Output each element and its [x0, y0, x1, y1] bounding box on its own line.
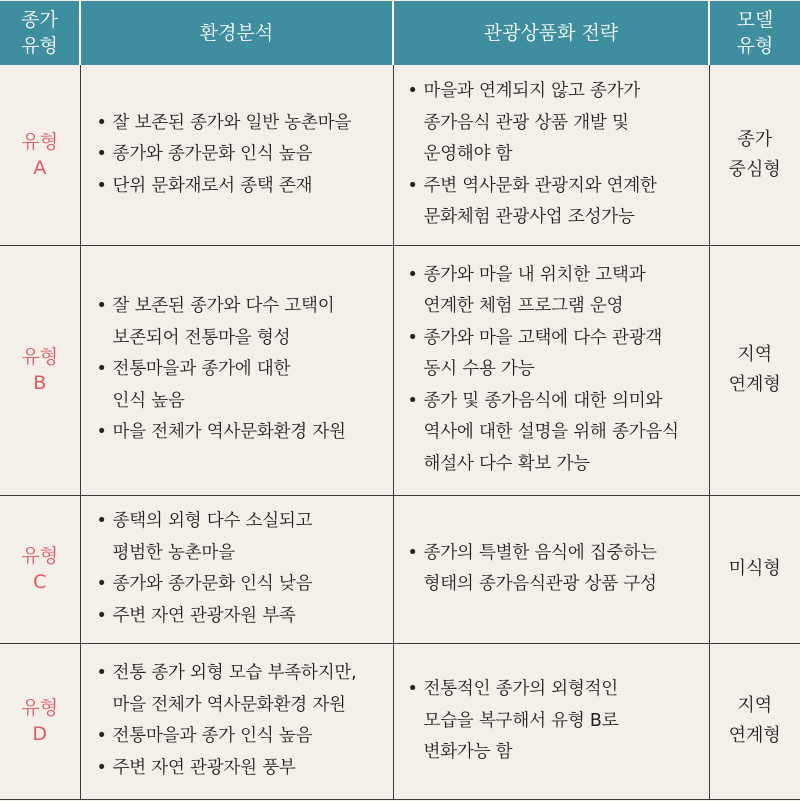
table-row: [0, 643, 800, 799]
list-item: • 전통적인 종가의 외형적인 모습을 복구해서 유형 B로 변화가능 함: [408, 674, 709, 769]
env-list: [81, 108, 393, 203]
type-cell: 유형 B: [0, 245, 80, 495]
header-env: 환경분석: [80, 1, 393, 65]
list-item: • 주변 자연 관광자원 풍부: [97, 753, 393, 785]
list-item: • 종택의 외형 다수 소실되고 평범한 농촌마을: [97, 506, 393, 569]
type-cell: 유형 A: [0, 65, 80, 245]
model-cell: 미식형: [709, 495, 800, 643]
strategy-list: [394, 76, 709, 234]
list-item: • 종가와 종가문화 인식 낮음: [97, 569, 393, 601]
table-row: [0, 495, 800, 643]
list-item: • 종가 및 종가음식에 대한 의미와 역사에 대한 설명을 위해 종가음식 해설사 다수 확보 가능: [408, 386, 709, 481]
list-item: • 종가와 마을 내 위치한 고택과 연계한 체험 프로그램 운영: [408, 260, 709, 323]
list-item: • 마을과 연계되지 않고 종가가 종가음식 관광 상품 개발 및 운영해야 함: [408, 76, 709, 171]
table-header-row: [0, 1, 800, 65]
strategy-cell: [393, 65, 709, 245]
list-item: • 전통마을과 종가에 대한 인식 높음: [97, 354, 393, 417]
list-item: • 전통 종가 외형 모습 부족하지만, 마을 전체가 역사문화환경 자원: [97, 658, 393, 721]
env-list: [81, 506, 393, 632]
list-item: • 마을 전체가 역사문화환경 자원: [97, 417, 393, 449]
list-item: • 잘 보존된 종가와 다수 고택이 보존되어 전통마을 형성: [97, 291, 393, 354]
strategy-cell: [393, 643, 709, 799]
list-item: • 주변 역사문화 관광지와 연계한 문화체험 관광사업 조성가능: [408, 171, 709, 234]
env-cell: [80, 643, 393, 799]
model-cell: 지역 연계형: [709, 643, 800, 799]
type-cell: 유형 D: [0, 643, 80, 799]
header-strategy: 관광상품화 전략: [393, 1, 709, 65]
table-row: [0, 65, 800, 245]
env-list: [81, 658, 393, 784]
list-item: • 전통마을과 종가 인식 높음: [97, 721, 393, 753]
list-item: • 종가와 종가문화 인식 높음: [97, 139, 393, 171]
env-list: [81, 291, 393, 449]
header-type: 종가 유형: [0, 1, 80, 65]
strategy-cell: [393, 245, 709, 495]
list-item: • 단위 문화재로서 종택 존재: [97, 171, 393, 203]
jongga-type-table: [0, 1, 800, 800]
list-item: • 종가의 특별한 음식에 집중하는 형태의 종가음식관광 상품 구성: [408, 538, 709, 601]
list-item: • 주변 자연 관광자원 부족: [97, 601, 393, 633]
model-cell: 지역 연계형: [709, 245, 800, 495]
strategy-list: [394, 260, 709, 481]
strategy-list: [394, 538, 709, 601]
strategy-cell: [393, 495, 709, 643]
env-cell: [80, 495, 393, 643]
header-model: 모델 유형: [709, 1, 800, 65]
env-cell: [80, 245, 393, 495]
model-cell: 종가 중심형: [709, 65, 800, 245]
list-item: • 종가와 마을 고택에 다수 관광객 동시 수용 가능: [408, 323, 709, 386]
strategy-list: [394, 674, 709, 769]
table-row: [0, 245, 800, 495]
env-cell: [80, 65, 393, 245]
type-cell: 유형 C: [0, 495, 80, 643]
list-item: • 잘 보존된 종가와 일반 농촌마을: [97, 108, 393, 140]
